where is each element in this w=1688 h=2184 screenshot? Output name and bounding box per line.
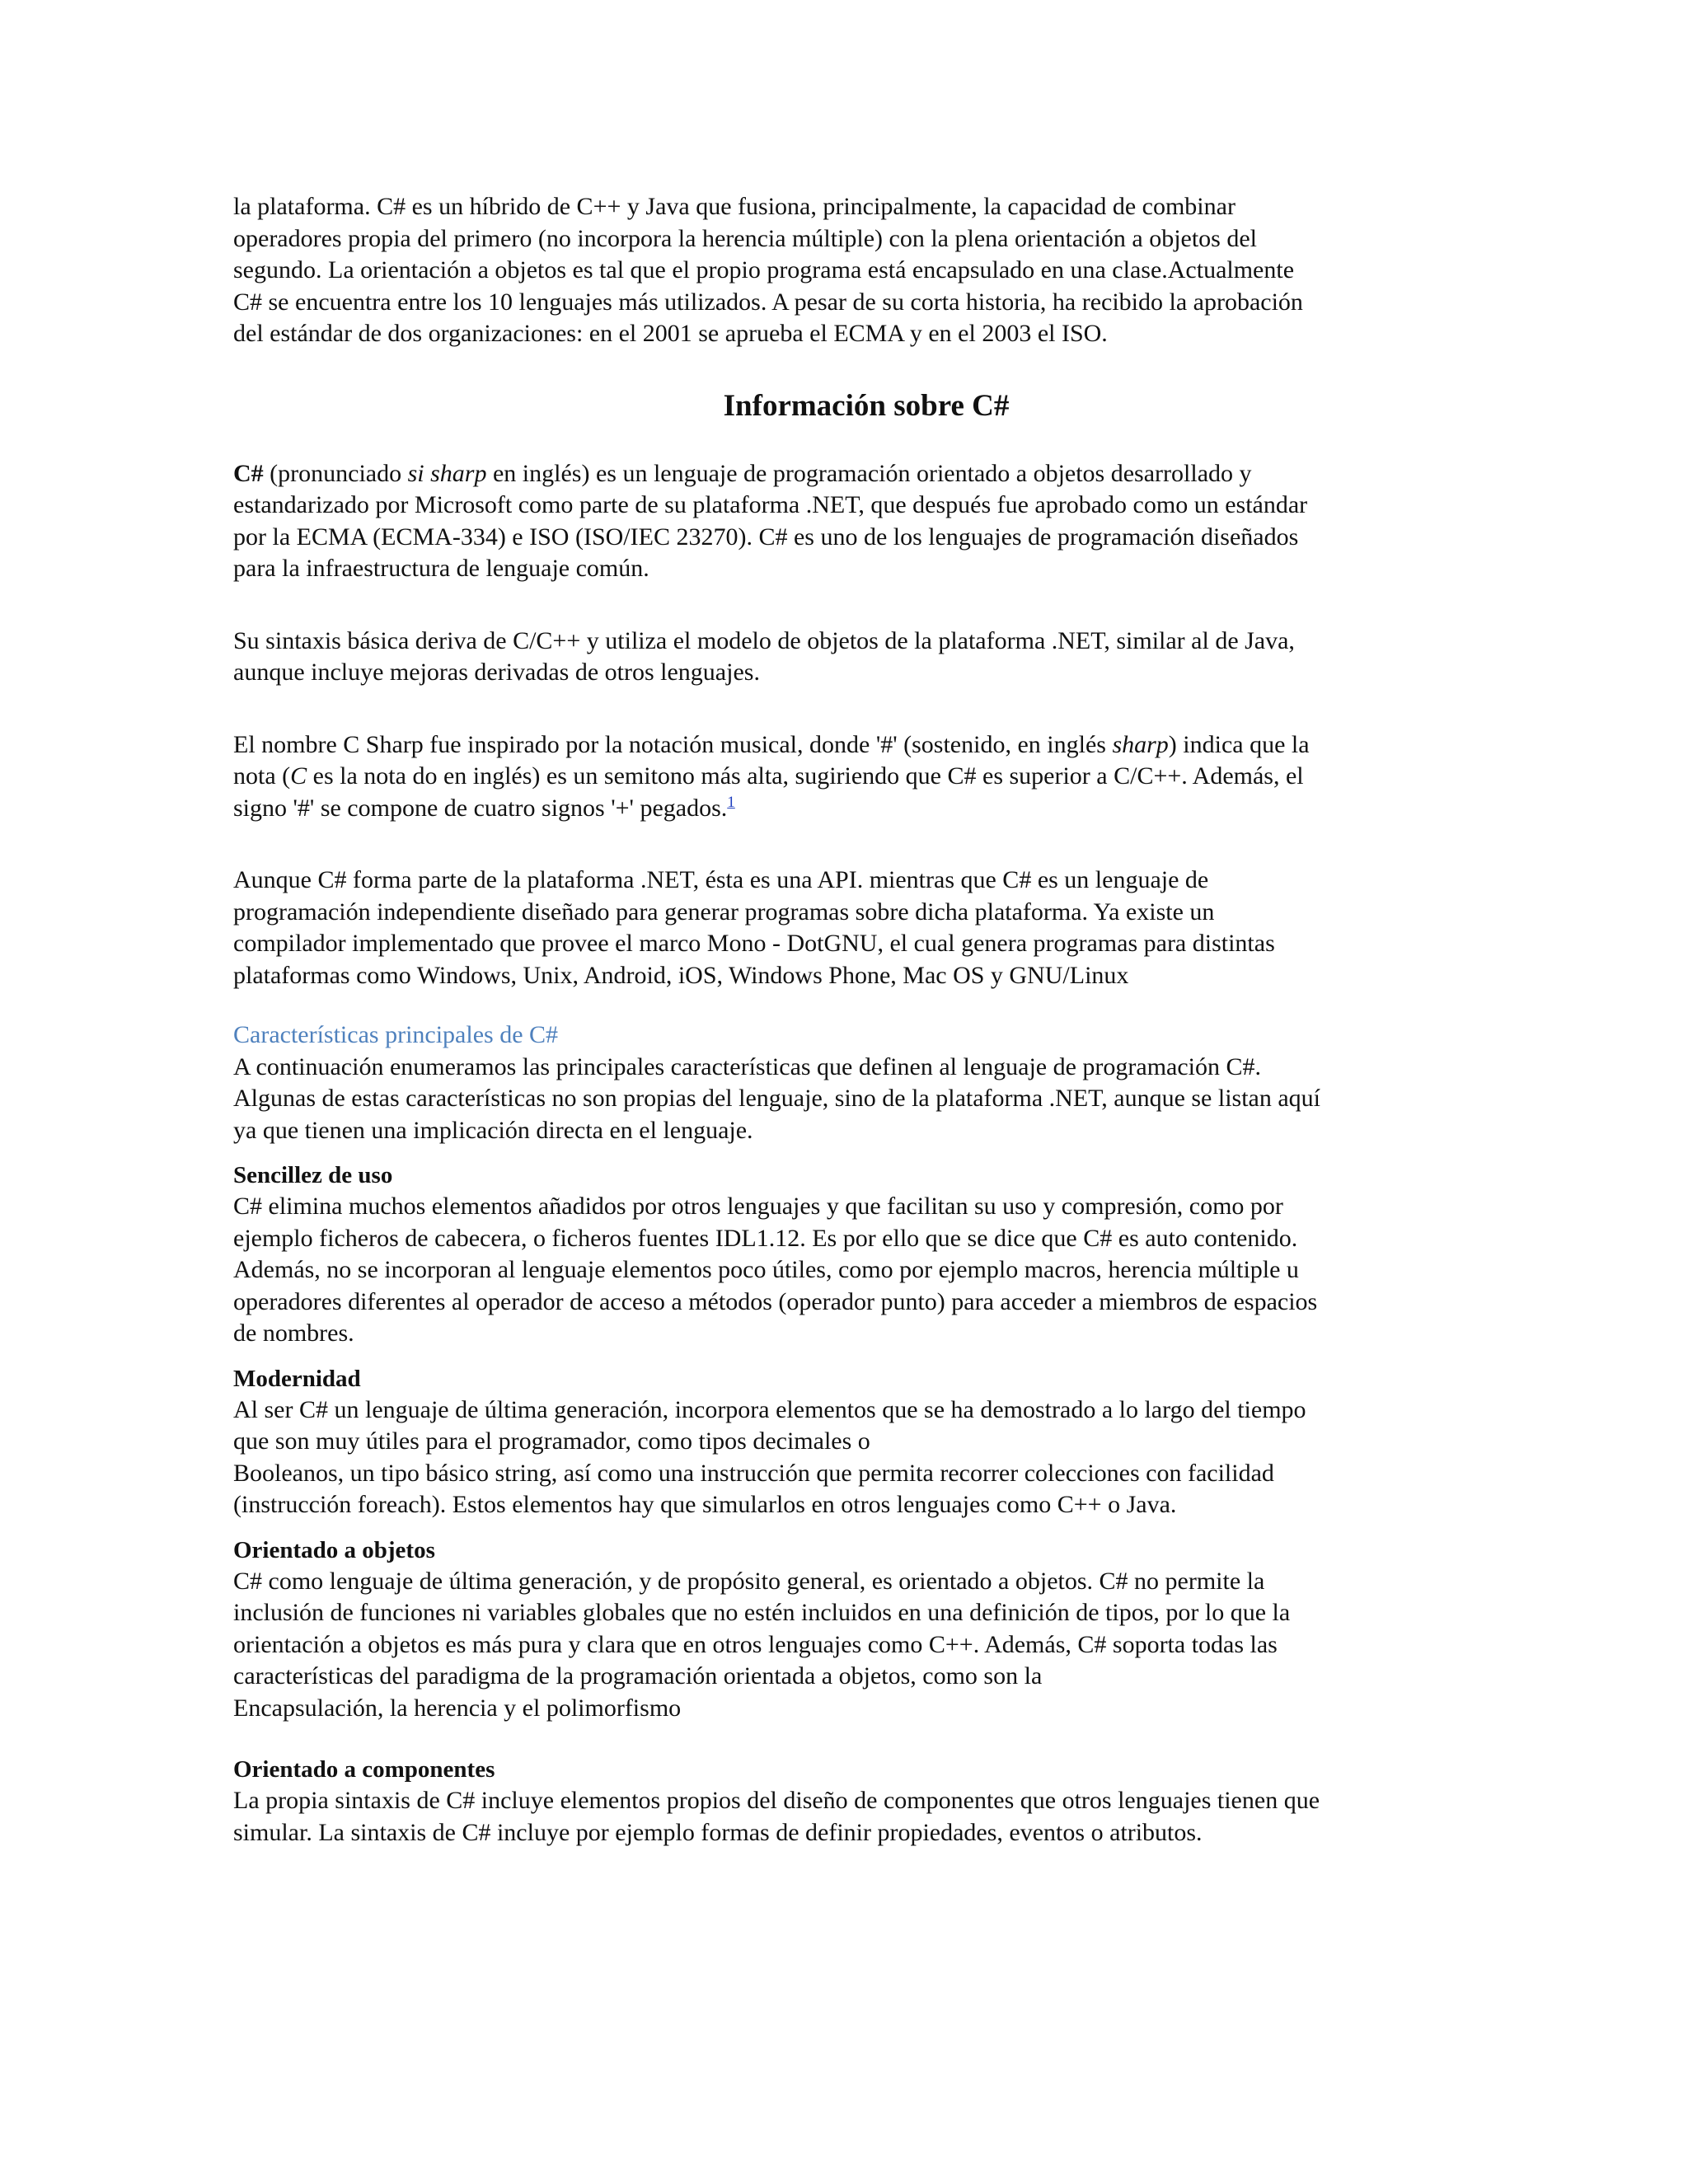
- text-line: que son muy útiles para el programador, como tipos decimales o: [233, 1427, 870, 1455]
- text-line: ya que tienen una implicación directa en el lenguaje.: [233, 1116, 753, 1144]
- text-line: A continuación enumeramos las principales características que definen al lenguaje de programación C#.: [233, 1052, 1262, 1080]
- italic-term: si sharp: [407, 459, 487, 487]
- text-line: orientación a objetos es más pura y clara que en otros lenguajes como C++. Además, C# soporta todas las: [233, 1630, 1278, 1658]
- text-line: compilador implementado que provee el marco Mono - DotGNU, el cual genera programas para distintas: [233, 930, 1275, 957]
- text-line: aunque incluye mejoras derivadas de otros lenguajes.: [233, 658, 760, 686]
- text-line: Encapsulación, la herencia y el polimorfismo: [233, 1694, 682, 1722]
- text-line: segundo. La orientación a objetos es tal que el propio programa está encapsulado en una clase.Actualmente: [233, 256, 1295, 284]
- italic-term: C: [290, 762, 307, 790]
- text-line: características del paradigma de la programación orientada a objetos, como son la: [233, 1662, 1043, 1690]
- text-run: nota (: [233, 762, 291, 790]
- text-line: Su sintaxis básica deriva de C/C++ y utiliza el modelo de objetos de la plataforma .NET, similar al de Java,: [233, 626, 1295, 654]
- text-line: Además, no se incorporan al lenguaje elementos poco útiles, como por ejemplo macros, herencia múltiple u: [233, 1256, 1299, 1283]
- text-line: Aunque C# forma parte de la plataforma .NET, ésta es una API. mientras que C# es un lenguaje de: [233, 866, 1209, 893]
- characteristics-heading: Características principales de C#: [233, 1021, 559, 1048]
- text-line: Booleanos, un tipo básico string, así como una instrucción que permita recorrer colecciones con facilidad: [233, 1459, 1274, 1487]
- feature-body: [233, 1785, 1478, 1849]
- text-line: C# como lenguaje de última generación, y de propósito general, es orientado a objetos. C# no permite la: [233, 1567, 1265, 1595]
- text-line: programación independiente diseñado para generar programas sobre dicha plataforma. Ya existe un: [233, 898, 1215, 926]
- text-line: operadores diferentes al operador de acceso a métodos (operador punto) para acceder a miembros de espacios: [233, 1287, 1318, 1315]
- text-line: [233, 793, 1478, 825]
- footnote-link[interactable]: 1: [727, 793, 735, 811]
- platform-paragraph: [233, 865, 1478, 991]
- text-line: [233, 729, 1478, 762]
- text-run: (pronunciado: [263, 459, 408, 487]
- text-run: en inglés) es un lenguaje de programación orientado a objetos desarrollado y: [486, 459, 1252, 487]
- text-line: C# se encuentra entre los 10 lenguajes más utilizados. A pesar de su corta historia, ha recibido la aprobación: [233, 288, 1303, 316]
- syntax-paragraph: [233, 626, 1478, 689]
- italic-term: sharp: [1112, 730, 1169, 758]
- text-line: operadores propia del primero (no incorpora la herencia múltiple) con la plena orientación a objetos del: [233, 224, 1258, 252]
- definition-paragraph: [233, 458, 1478, 585]
- text-line: por la ECMA (ECMA-334) e ISO (ISO/IEC 23270). C# es uno de los lenguajes de programación diseñados: [233, 523, 1299, 551]
- text-line: (instrucción foreach). Estos elementos hay que simularlos en otros lenguajes como C++ o Java.: [233, 1491, 1177, 1518]
- feature-title: Orientado a objetos: [233, 1536, 435, 1563]
- text-line: La propia sintaxis de C# incluye elementos propios del diseño de componentes que otros lenguajes tienen que: [233, 1787, 1320, 1814]
- bold-term: C#: [233, 459, 264, 487]
- text-run: signo '#' se compone de cuatro signos '+' pegados.: [233, 794, 728, 822]
- feature-title: Modernidad: [233, 1365, 361, 1392]
- name-origin-paragraph: [233, 729, 1478, 825]
- text-line: Al ser C# un lenguaje de última generación, incorpora elementos que se ha demostrado a lo largo del tiempo: [233, 1395, 1306, 1423]
- text-line: [233, 458, 1478, 490]
- text-line: del estándar de dos organizaciones: en el 2001 se aprueba el ECMA y en el 2003 el ISO.: [233, 320, 1108, 347]
- section-title: Información sobre C#: [723, 388, 1010, 423]
- text-line: [233, 761, 1478, 793]
- feature-body: [233, 1394, 1478, 1521]
- text-line: la plataforma. C# es un híbrido de C++ y Java que fusiona, principalmente, la capacidad de combinar: [233, 193, 1236, 220]
- feature-title: Sencillez de uso: [233, 1162, 393, 1188]
- text-line: Algunas de estas características no son propias del lenguaje, sino de la plataforma .NET, aunque se listan aquí: [233, 1085, 1321, 1112]
- document-page: [233, 191, 1478, 1849]
- text-line: inclusión de funciones ni variables globales que no estén incluidos en una definición de tipos, por lo que la: [233, 1599, 1291, 1626]
- feature-title: Orientado a componentes: [233, 1756, 495, 1783]
- characteristics-intro: [233, 1052, 1478, 1147]
- text-line: para la infraestructura de lenguaje común.: [233, 555, 649, 582]
- text-line: simular. La sintaxis de C# incluye por ejemplo formas de definir propiedades, eventos o atributos.: [233, 1818, 1203, 1846]
- text-run: es la nota do en inglés) es un semitono más alta, sugiriendo que C# es superior a C/C++. Además, el: [307, 762, 1304, 790]
- text-line: C# elimina muchos elementos añadidos por otros lenguajes y que facilitan su uso y compresión, como por: [233, 1193, 1283, 1220]
- text-run: ) indica que la: [1168, 730, 1310, 758]
- text-line: estandarizado por Microsoft como parte de su plataforma .NET, que después fue aprobado como un estándar: [233, 491, 1308, 518]
- feature-body: [233, 1191, 1478, 1350]
- feature-body: [233, 1566, 1478, 1725]
- text-line: plataformas como Windows, Unix, Android, iOS, Windows Phone, Mac OS y GNU/Linux: [233, 961, 1129, 989]
- text-run: El nombre C Sharp fue inspirado por la notación musical, donde '#' (sostenido, en inglés: [233, 730, 1113, 758]
- text-line: ejemplo ficheros de cabecera, o ficheros fuentes IDL1.12. Es por ello que se dice que C# es auto contenido.: [233, 1224, 1298, 1252]
- intro-paragraph: [233, 191, 1478, 350]
- text-line: de nombres.: [233, 1319, 354, 1347]
